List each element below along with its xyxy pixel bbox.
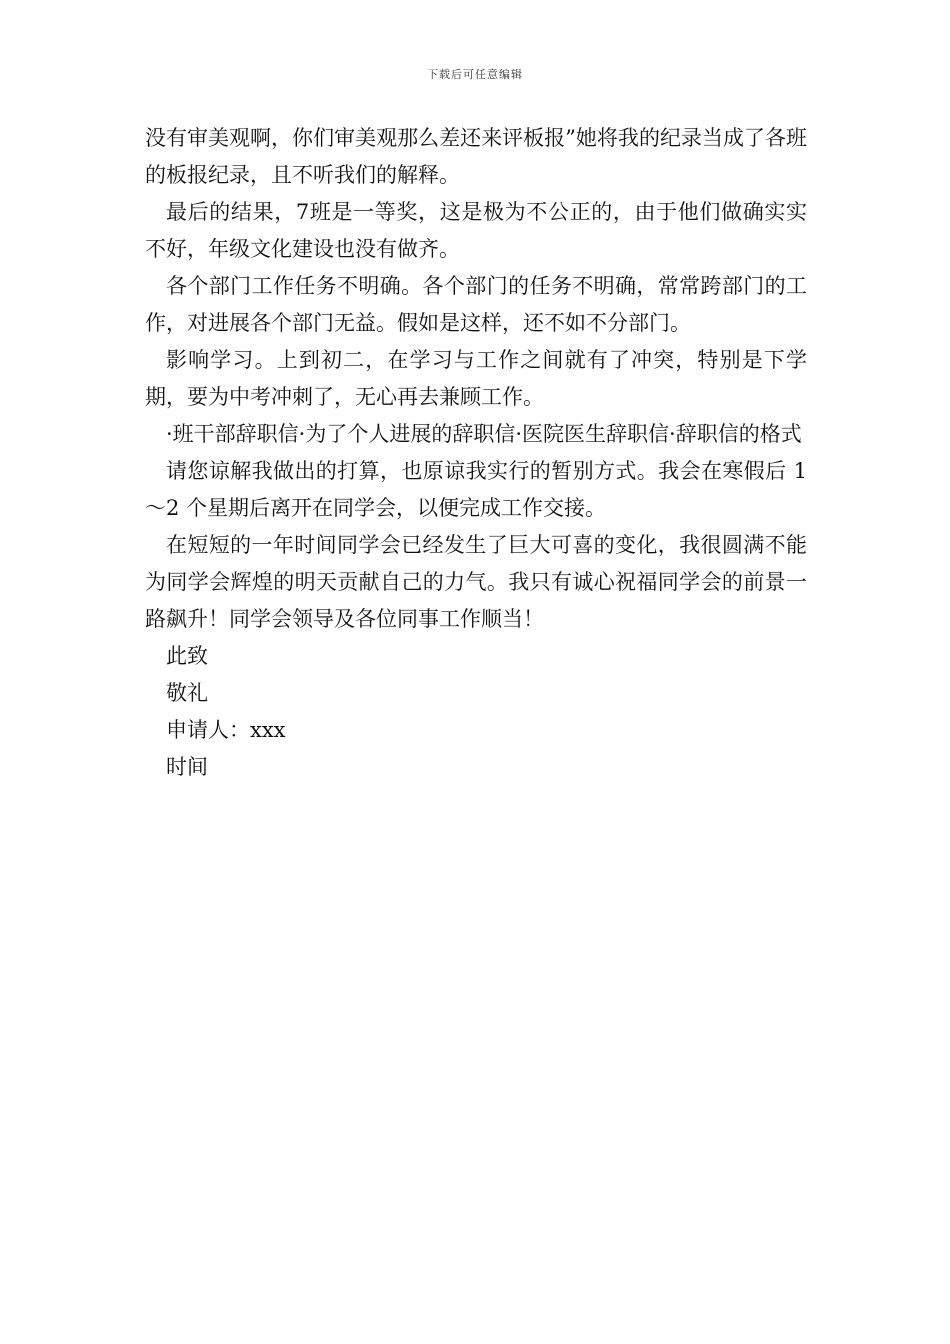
paragraph: 请您谅解我做出的打算，也原谅我实行的暂别方式。我会在寒假后 1～2 个星期后离开在同学会，以便完成工作交接。 — [145, 459, 807, 520]
paragraph: 在短短的一年时间同学会已经发生了巨大可喜的变化，我很圆满不能为同学会辉煌的明天贡献自己的力气。我只有诚心祝福同学会的前景一路飙升！同学会领导及各位同事工作顺当！ — [145, 533, 807, 631]
closing-regards: 敬礼 — [166, 681, 208, 705]
document-body — [145, 120, 807, 786]
paragraph: 各个部门工作任务不明确。各个部门的任务不明确，常常跨部门的工作，对进展各个部门无益。假如是这样，还不如不分部门。 — [145, 274, 807, 335]
date-line: 时间 — [166, 755, 208, 779]
closing-salutation: 此致 — [166, 644, 208, 668]
related-links-paragraph: ·班干部辞职信·为了个人进展的辞职信·医院医生辞职信·辞职信的格式 — [166, 422, 802, 446]
paragraph: 没有审美观啊，你们审美观那么差还来评板报”她将我的纪录当成了各班的板报纪录，且不听我们的解释。 — [145, 126, 807, 187]
page-header: 下载后可任意编辑 — [427, 68, 523, 81]
applicant-line: 申请人：xxx — [166, 718, 286, 742]
paragraph: 影响学习。上到初二，在学习与工作之间就有了冲突，特别是下学期，要为中考冲刺了，无心再去兼顾工作。 — [145, 348, 807, 409]
paragraph: 最后的结果，7班是一等奖，这是极为不公正的，由于他们做确实实不好，年级文化建设也没有做齐。 — [145, 200, 807, 261]
